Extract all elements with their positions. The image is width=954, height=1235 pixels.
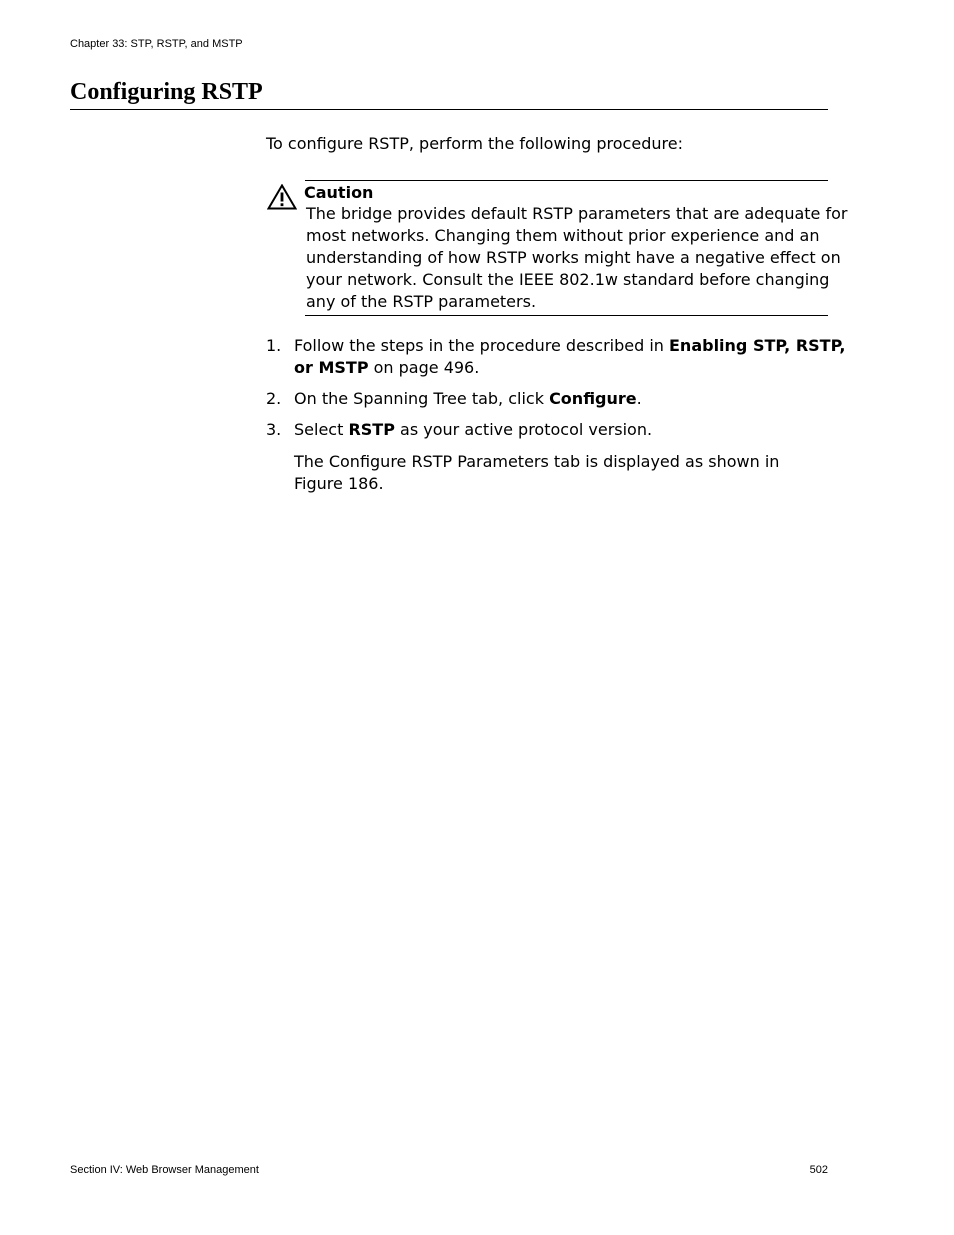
step-text-plain: . (636, 389, 642, 408)
step-text-plain: Follow the steps in the procedure described in (294, 336, 669, 355)
section-title: Configuring RSTP (70, 79, 263, 105)
caution-line: any of the RSTP parameters. (306, 292, 537, 311)
running-header: Chapter 33: STP, RSTP, and MSTP (70, 38, 243, 50)
ui-term: RSTP (348, 420, 395, 439)
step-text-plain: on page 496. (368, 358, 480, 377)
step-text-plain: On the Spanning Tree tab, click (294, 389, 550, 408)
caution-line: your network. Consult the IEEE 802.1w standard before changing (306, 270, 830, 289)
step-text (294, 388, 828, 410)
step-result (294, 451, 828, 495)
result-line: The Configure RSTP Parameters tab is displayed as shown in (294, 452, 780, 471)
intro-paragraph: To configure RSTP, perform the following procedure: (266, 134, 683, 153)
footer-section: Section IV: Web Browser Management (70, 1164, 259, 1176)
title-divider (70, 109, 828, 110)
step-text-plain: as your active protocol version. (394, 420, 653, 439)
caution-top-divider (305, 180, 828, 181)
step-text-plain: Select (294, 420, 349, 439)
caution-title: Caution (304, 183, 374, 202)
step-number: 3. (266, 420, 282, 439)
cross-reference: or MSTP (294, 358, 369, 377)
caution-bottom-divider (305, 315, 828, 316)
result-line: Figure 186. (294, 474, 384, 493)
page-number: 502 (809, 1164, 828, 1176)
caution-line: The bridge provides default RSTP parameters that are adequate for (306, 204, 848, 223)
step-text (294, 335, 846, 379)
caution-line: understanding of how RSTP works might have a negative effect on (306, 248, 841, 267)
step-text (294, 419, 828, 441)
ui-term: Configure (549, 389, 637, 408)
caution-line: most networks. Changing them without prior experience and an (306, 226, 820, 245)
caution-body (306, 203, 848, 313)
warning-triangle-icon (267, 184, 297, 210)
step-number: 1. (266, 336, 282, 355)
cross-reference: Enabling STP, RSTP, (669, 336, 846, 355)
step-number: 2. (266, 389, 282, 408)
